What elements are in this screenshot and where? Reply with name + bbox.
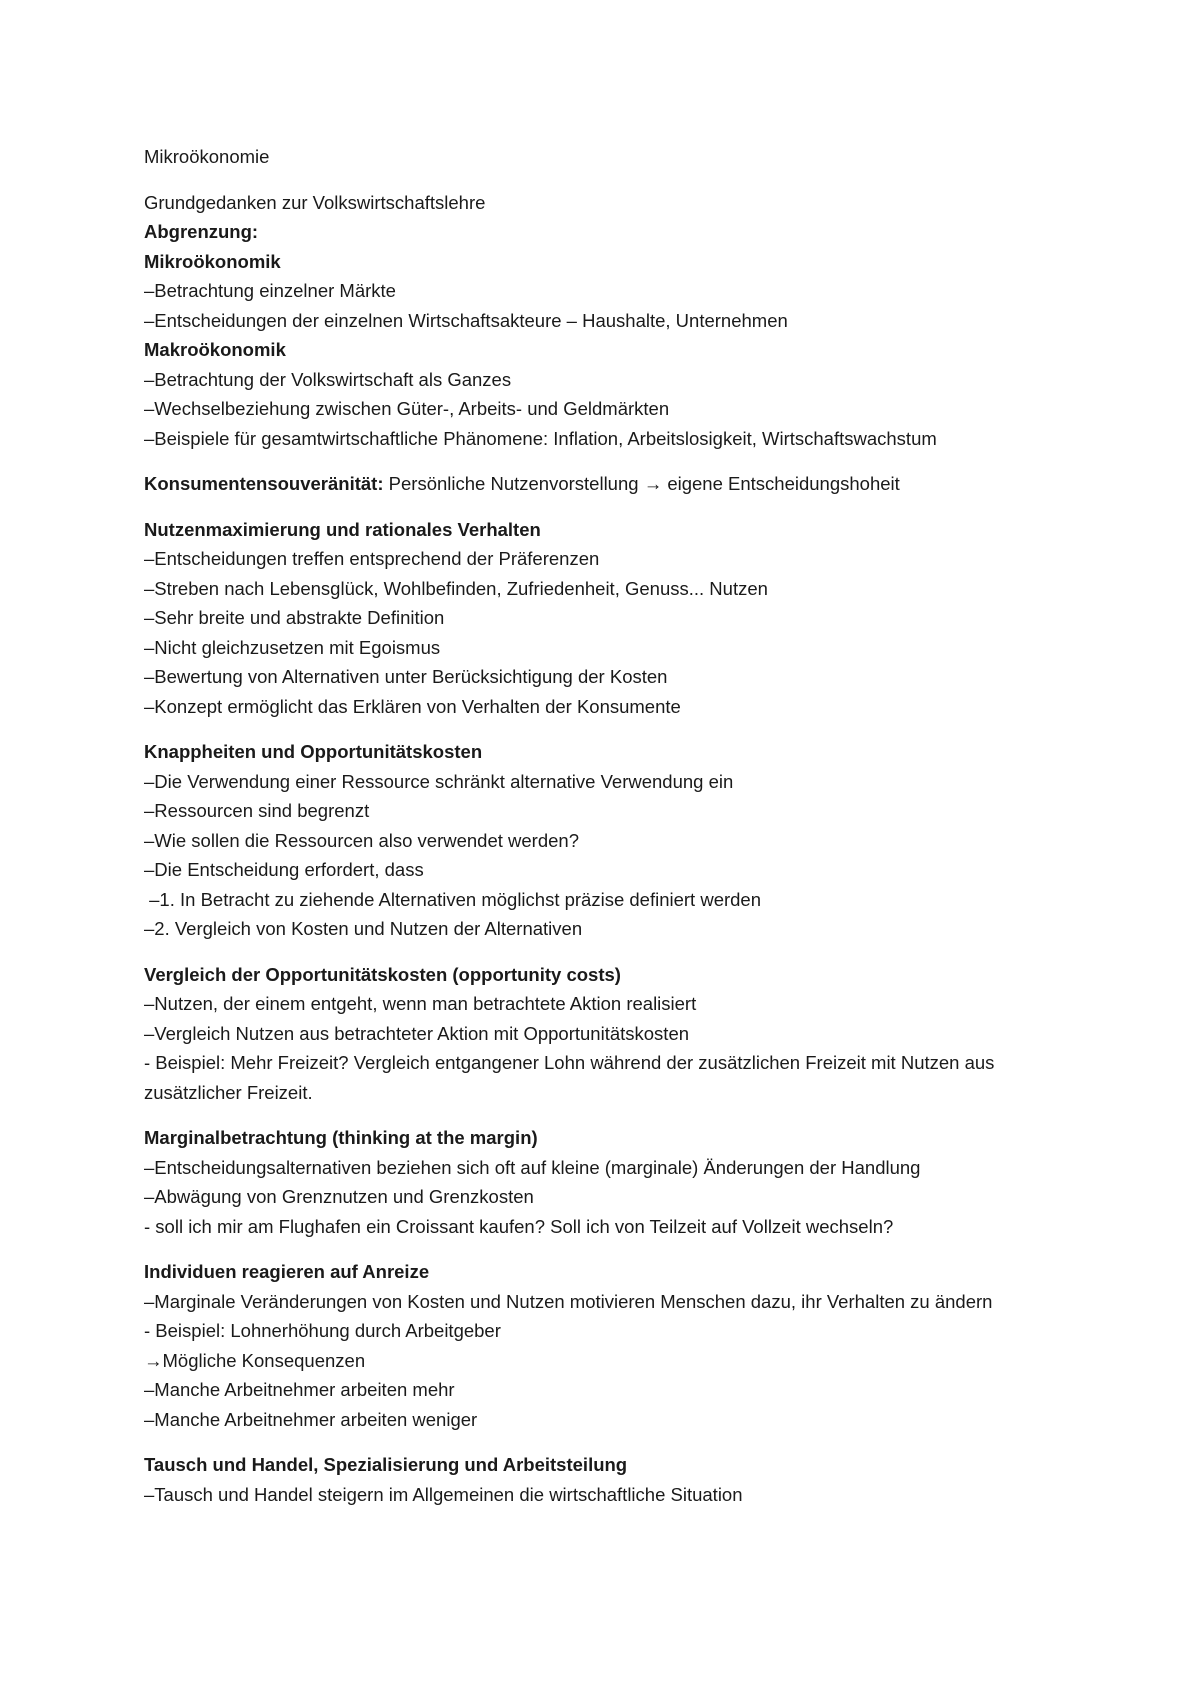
list-item: –Ressourcen sind begrenzt	[144, 800, 370, 821]
list-item: –Entscheidungsalternativen beziehen sich oft auf kleine (marginale) Änderungen der Handlung	[144, 1156, 921, 1178]
list-item: –Entscheidungen der einzelnen Wirtschaftsakteure – Haushalte, Unternehmen	[144, 309, 788, 331]
incentives-example: - Beispiel: Lohnerhöhung durch Arbeitgeber	[144, 1320, 501, 1341]
list-item: –1. In Betracht zu ziehende Alternativen möglichst präzise definiert werden	[144, 888, 762, 910]
arrow-right-icon: →	[643, 473, 663, 494]
incentives-heading: Individuen reagieren auf Anreize	[144, 1261, 430, 1282]
section-scarcity	[144, 737, 1064, 944]
list-item: –Vergleich Nutzen aus betrachteter Aktion mit Opportunitätskosten	[144, 1022, 690, 1044]
section-trade	[144, 1450, 1064, 1509]
list-item: –Sehr breite und abstrakte Definition	[144, 607, 445, 628]
macro-heading: Makroökonomik	[144, 339, 286, 360]
list-item: –Wechselbeziehung zwischen Güter-, Arbeits- und Geldmärkten	[144, 398, 670, 419]
list-item: –Die Entscheidung erfordert, dass	[144, 859, 424, 880]
trade-heading: Tausch und Handel, Spezialisierung und Arbeitsteilung	[144, 1454, 628, 1475]
sovereignty-line	[144, 469, 1064, 499]
sovereignty-label: Konsumentensouveränität:	[144, 473, 384, 494]
list-item: –Abwägung von Grenznutzen und Grenzkosten	[144, 1186, 534, 1207]
intro-subtitle: Grundgedanken zur Volkswirtschaftslehre	[144, 191, 486, 213]
list-item: –Wie sollen die Ressourcen also verwendet werden?	[144, 829, 579, 851]
list-item: –Beispiele für gesamtwirtschaftliche Phänomene: Inflation, Arbeitslosigkeit, Wirtschaftswachstum	[144, 427, 937, 449]
arrow-right-icon: →	[144, 1349, 163, 1371]
sovereignty-text: Persönliche Nutzenvorstellung	[383, 473, 644, 494]
section-margin	[144, 1123, 1064, 1241]
section-incentives	[144, 1257, 1064, 1434]
list-item: –Nutzen, der einem entgeht, wenn man betrachtete Aktion realisiert	[144, 993, 697, 1014]
opportunity-example: - Beispiel: Mehr Freizeit? Vergleich entgangener Lohn während der zusätzlichen Freizeit mit Nutzen aus zusätzlicher Freizeit.	[144, 1052, 995, 1103]
list-item: –Marginale Veränderungen von Kosten und Nutzen motivieren Menschen dazu, ihr Verhalten zu ändern	[144, 1290, 993, 1312]
margin-heading: Marginalbetrachtung (thinking at the margin)	[144, 1127, 538, 1148]
sovereignty-text-after: eigene Entscheidungshoheit	[662, 473, 900, 494]
list-item: –Betrachtung einzelner Märkte	[144, 280, 396, 301]
list-item: –Nicht gleichzusetzen mit Egoismus	[144, 636, 441, 658]
list-item: –Konzept ermöglicht das Erklären von Verhalten der Konsumente	[144, 695, 681, 717]
opportunity-heading: Vergleich der Opportunitätskosten (opportunity costs)	[144, 963, 621, 985]
section-utility	[144, 515, 1064, 722]
document-body	[144, 142, 1064, 1509]
list-item: –2. Vergleich von Kosten und Nutzen der Alternativen	[144, 918, 583, 939]
list-item: –Manche Arbeitnehmer arbeiten mehr	[144, 1379, 455, 1400]
consequences-text: Mögliche Konsequenzen	[162, 1349, 366, 1371]
section-intro	[144, 188, 1064, 454]
utility-heading: Nutzenmaximierung und rationales Verhalten	[144, 518, 541, 540]
consequences-line	[144, 1346, 1064, 1376]
list-item: - soll ich mir am Flughafen ein Croissant kaufen? Soll ich von Teilzeit auf Vollzeit wechseln?	[144, 1215, 894, 1237]
list-item: –Manche Arbeitnehmer arbeiten weniger	[144, 1408, 478, 1430]
list-item: –Tausch und Handel steigern im Allgemeinen die wirtschaftliche Situation	[144, 1483, 743, 1505]
list-item: –Die Verwendung einer Ressource schränkt alternative Verwendung ein	[144, 770, 734, 792]
section-opportunity	[144, 960, 1064, 1108]
list-item: –Entscheidungen treffen entsprechend der Präferenzen	[144, 548, 600, 569]
abgrenzung-heading: Abgrenzung:	[144, 221, 259, 242]
document-title: Mikroökonomie	[144, 146, 270, 167]
list-item: –Bewertung von Alternativen unter Berücksichtigung der Kosten	[144, 666, 668, 687]
micro-heading: Mikroökonomik	[144, 250, 281, 272]
scarcity-heading: Knappheiten und Opportunitätskosten	[144, 741, 483, 762]
section-sovereignty	[144, 469, 1064, 499]
list-item: –Betrachtung der Volkswirtschaft als Ganzes	[144, 368, 512, 390]
list-item: –Streben nach Lebensglück, Wohlbefinden, Zufriedenheit, Genuss... Nutzen	[144, 577, 768, 599]
